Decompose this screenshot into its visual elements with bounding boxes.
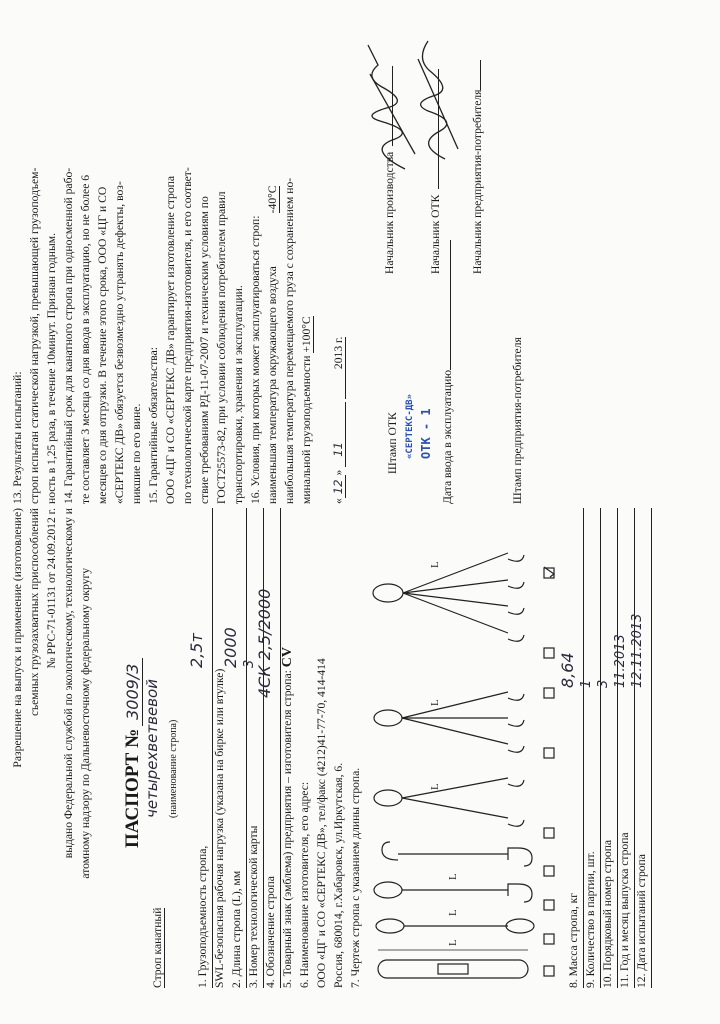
sling-type-four-leg bbox=[373, 553, 524, 641]
sling-type-checkboxes bbox=[544, 567, 554, 976]
sling-drawing bbox=[368, 508, 563, 988]
dimension-label: L bbox=[447, 939, 459, 946]
section-14-text: те составляет 3 месяца со дня ввода в эксплуатацию, но не более 6 bbox=[79, 174, 92, 504]
section-13-text: ность в 1,25 раза, в течение 10минут. Признан годным. bbox=[45, 232, 58, 504]
otk-stamp-text: «СЕРТЕКС-ДВ» bbox=[405, 393, 415, 459]
field-row: 7. Чертеж стропа с указанием длины стропа. bbox=[349, 767, 362, 988]
passport-number: 3009/3 bbox=[123, 658, 143, 726]
section-15-text: ООО «ЦГ и СО «СЕРТЕКС ДВ» гарантирует изготовление стропа bbox=[164, 176, 177, 504]
issue-date: «12» 11 2013 г. bbox=[331, 336, 345, 504]
section-15-text: ствие требованиям РД-11-07-2007 и техническим условиям по bbox=[198, 196, 211, 504]
left-column bbox=[0, 508, 720, 988]
sling-name-value: четырехветвевой bbox=[143, 679, 161, 818]
section-14-text: «СЕРТЕКС ДВ» обязуется безвозмездно устранять дефекты, воз- bbox=[113, 181, 126, 504]
permit-line: атомному надзору по Дальневосточному федеральному округу bbox=[79, 568, 92, 879]
section-13-title: 13. Результаты испытаний: bbox=[11, 371, 24, 504]
sling-type-checkbox[interactable] bbox=[544, 748, 554, 758]
section-14-text: месяцев со дня отгрузки. В течение этого срока, ООО «ЦГ и СО bbox=[96, 186, 109, 504]
commission-date-row: Дата ввода в эксплуатацию bbox=[440, 34, 457, 504]
section-15-text: транспортировки, хранения и эксплуатации. bbox=[232, 285, 245, 504]
sling-type-endless bbox=[378, 939, 528, 978]
field-row: 5. Товарный знак (эмблема) предприятия – изготовителя стропа: CV bbox=[280, 647, 295, 988]
section-16-text: 16. Условия, при которых может эксплуатироваться строп: bbox=[249, 215, 262, 504]
permit-line: съемных грузозахватных приспособлений bbox=[28, 508, 41, 717]
sling-type-checkbox[interactable] bbox=[544, 900, 554, 910]
sling-type-eyes bbox=[376, 909, 534, 933]
field-row: SWL-безопасная рабочая нагрузка (указана на бирке или втулке) bbox=[213, 668, 226, 988]
consumer-chief-row: Начальник предприятия-потребителя bbox=[470, 34, 487, 274]
field-row: Россия, 680014, г.Хабаровск, ул.Иркутская, 6. bbox=[332, 762, 345, 988]
right-column bbox=[0, 34, 720, 504]
section-16-row: наименьшая температура окружающего воздуха -40°С bbox=[266, 185, 279, 504]
max-temperature: +100°С bbox=[300, 316, 313, 353]
field-row: 2. Длина стропа (L), мм 2000 bbox=[229, 508, 247, 988]
passport-title: ПАСПОРТ № bbox=[122, 728, 143, 848]
sling-type-checkbox[interactable] bbox=[544, 688, 554, 698]
dimension-label: L bbox=[429, 561, 441, 568]
bottom-field-row: 9. Количество в партии, шт. 1 bbox=[583, 508, 601, 988]
sling-type-checkbox[interactable] bbox=[544, 648, 554, 658]
permit-line: выдано Федеральной службой по экологическому, технологическому и bbox=[62, 508, 75, 859]
section-14-text: никшие по его вине. bbox=[130, 403, 143, 504]
section-15-text: по технологической карте предприятия-изготовителя, и его соответ- bbox=[181, 167, 194, 504]
sling-type-checkbox[interactable] bbox=[544, 966, 554, 976]
sling-type-hook-hook bbox=[382, 842, 532, 866]
product-row bbox=[143, 508, 167, 988]
bottom-field-row: 11. Год и месяц выпуска стропа 11.2013 bbox=[617, 508, 635, 988]
field-row: 4. Обозначение стропа 4СК 2,5/2000 bbox=[263, 508, 281, 988]
field-row: 3. Номер технологической карты 3 bbox=[246, 508, 264, 988]
dimension-label: L bbox=[429, 699, 441, 706]
dimension-label: L bbox=[429, 783, 441, 790]
passport-title-row bbox=[122, 508, 144, 848]
section-15-text: ГОСТ25573-82, при условии соблюдения потребителем правил bbox=[215, 191, 228, 504]
section-16-text: наибольшая температура перемещаемого груза с сохранением но- bbox=[283, 177, 296, 504]
section-13-text: строп испытан статической нагрузкой, превышающей грузоподъем- bbox=[28, 167, 41, 504]
min-temperature: -40°С bbox=[266, 185, 279, 214]
field-row: 1. Грузоподъемность стропа, 2,5т bbox=[195, 508, 213, 988]
section-16-row: минальной грузоподъемности +100°С bbox=[300, 316, 313, 504]
bottom-field-row: 12. Дата испытаний стропа 12.11.2013 bbox=[634, 508, 652, 988]
dimension-label: L bbox=[447, 909, 459, 916]
sling-type-checkbox[interactable] bbox=[544, 828, 554, 838]
name-caption: (наименование стропа) bbox=[168, 719, 179, 818]
field-row: ООО «ЦГ и СО «СЕРТЕКС ДВ», тел/факс (4212)41-77-70, 414-414 bbox=[315, 658, 328, 988]
permit-line: № РРС-71-01131 от 24.09.2012 г. bbox=[45, 508, 58, 669]
dimension-label: L bbox=[447, 873, 459, 880]
bottom-field-row: 10. Порядковый номер стропа 3 bbox=[600, 508, 618, 988]
otk-signature bbox=[410, 24, 470, 164]
sling-type-ring-hook bbox=[374, 873, 532, 902]
chief-otk-row: Начальник ОТК bbox=[428, 34, 445, 274]
field-row: 6. Наименование изготовителя, его адрес: bbox=[298, 781, 311, 988]
stamp-otk-label: Штамп ОТК bbox=[386, 412, 399, 474]
consumer-stamp-label: Штамп предприятия-потребителя bbox=[511, 337, 524, 504]
chief-production-row: Начальник производства bbox=[382, 34, 399, 274]
otk-stamp-code: ОТК - 1 bbox=[419, 408, 433, 459]
trademark: CV bbox=[280, 647, 295, 668]
bottom-field-row: 8. Масса стропа, кг 8,64 bbox=[566, 508, 584, 988]
sling-type-checkbox[interactable] bbox=[544, 934, 554, 944]
section-14-text: 14. Гарантийный срок для канатного стропа при односменной рабо- bbox=[62, 167, 75, 504]
sling-type-three-leg bbox=[374, 692, 524, 752]
product-name: Строп канатный bbox=[151, 907, 164, 988]
permit-line: Разрешение на выпуск и применение (изготовление) bbox=[11, 508, 24, 768]
section-15-text: 15. Гарантийные обязательства: bbox=[147, 347, 160, 504]
sling-type-checkbox[interactable] bbox=[544, 866, 554, 876]
sling-type-two-leg bbox=[374, 778, 524, 826]
